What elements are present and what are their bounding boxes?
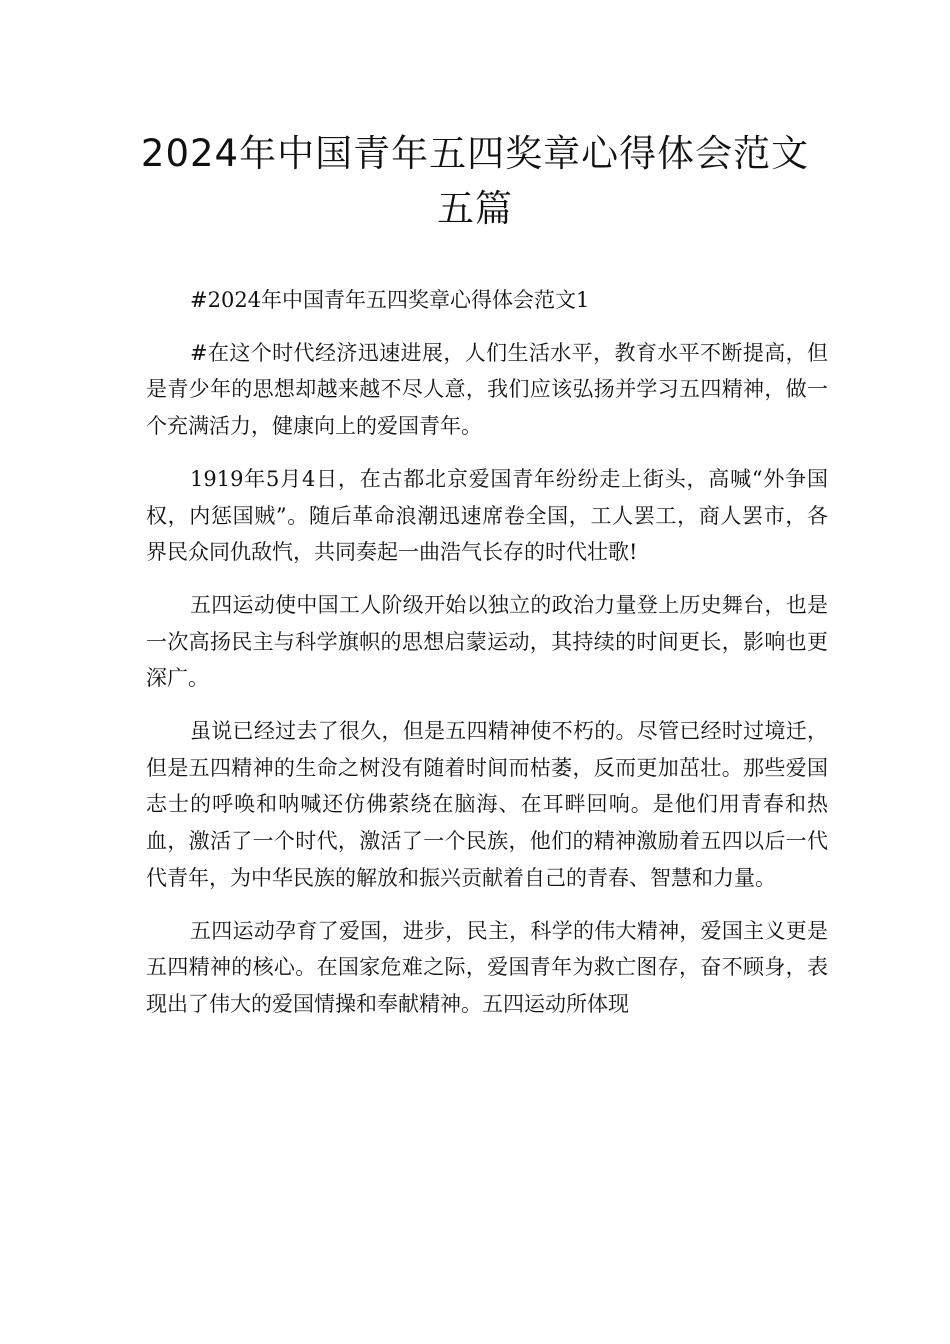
document-title-line-1: 2024年中国青年五四奖章心得体会范文: [140, 132, 810, 175]
body-paragraph: #在这个时代经济迅速进展，人们生活水平，教育水平不断提高，但是青少年的思想却越来越不尽人意，我们应该弘扬并学习五四精神，做一个充满活力，健康向上的爱国青年。: [146, 340, 828, 439]
document-body: [146, 282, 828, 1039]
body-paragraph: 1919年5月4日，在古都北京爱国青年纷纷走上街头，高喊“外争国权，内惩国贼”。随后革命浪潮迅速席卷全国，工人罢工，商人罢市，各界民众同仇敌忾，共同奏起一曲浩气长存的时代壮歌!: [146, 466, 828, 565]
document-title-line-2: 五篇: [437, 187, 513, 230]
section-heading: #2024年中国青年五四奖章心得体会范文1: [190, 288, 590, 312]
document-title: [100, 126, 850, 236]
body-paragraph: 五四运动孕育了爱国，进步，民主，科学的伟大精神，爱国主义更是五四精神的核心。在国家危难之际，爱国青年为救亡图存，奋不顾身，表现出了伟大的爱国情操和奉献精神。五四运动所体现: [146, 918, 828, 1016]
body-paragraph: 五四运动使中国工人阶级开始以独立的政治力量登上历史舞台，也是一次高扬民主与科学旗帜的思想启蒙运动，其持续的时间更长，影响也更深广。: [146, 592, 828, 691]
body-paragraph: 虽说已经过去了很久，但是五四精神使不朽的。尽管已经时过境迁，但是五四精神的生命之树没有随着时间而枯萎，反而更加茁壮。那些爱国志士的呼唤和呐喊还仿佛萦绕在脑海、在耳畔回响。是他们用青春和热血，激活了一个时代，激活了一个民族，他们的精神激励着五四以后一代代青年，为中华民族的解放和振兴贡献着自己的青春、智慧和力量。: [146, 719, 828, 890]
